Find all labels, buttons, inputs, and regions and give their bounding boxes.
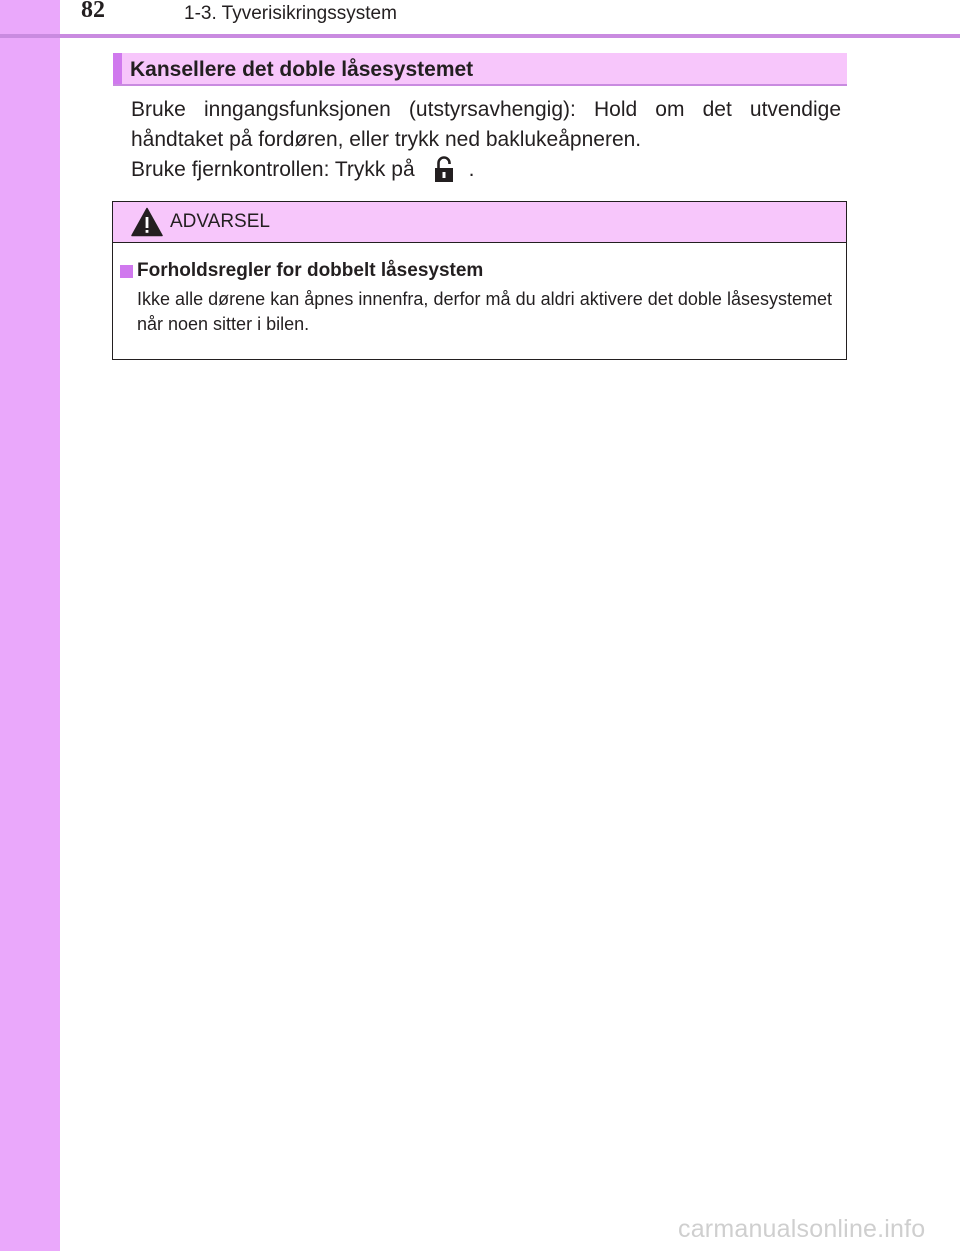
- warning-body: Ikke alle dørene kan åpnes innenfra, derfor må du aldri aktivere det doble låsesystemet når noen sitter i bilen.: [137, 289, 832, 334]
- chapter-title: 1-3. Tyverisikringssystem: [184, 3, 397, 24]
- unlock-icon: [433, 155, 455, 183]
- warning-label: ADVARSEL: [170, 211, 270, 232]
- warning-subtitle: Forholdsregler for dobbelt låsesystem: [137, 260, 484, 281]
- entry-function-paragraph: Bruke inngangsfunksjonen (utstyrsavhengig): Hold om det utvendige håndtaket på fordøren, eller trykk ned baklukeåpneren.: [131, 98, 841, 151]
- bullet-square-icon: [120, 265, 133, 278]
- remote-control-text: Bruke fjernkontrollen: Trykk på: [131, 158, 415, 181]
- watermark: carmanualsonline.info: [678, 1215, 926, 1243]
- page-number: 82: [81, 0, 105, 23]
- section-heading: [113, 53, 847, 86]
- side-strip: [0, 0, 60, 1251]
- section-heading-tab: [113, 53, 122, 84]
- warning-header: [113, 202, 846, 243]
- remote-control-paragraph: [131, 155, 841, 185]
- header-rule: [0, 34, 960, 38]
- warning-box: [112, 201, 847, 360]
- warning-triangle-icon: [131, 207, 163, 237]
- section-title: Kansellere det doble låsesystemet: [130, 58, 474, 81]
- remote-control-period: .: [468, 158, 475, 181]
